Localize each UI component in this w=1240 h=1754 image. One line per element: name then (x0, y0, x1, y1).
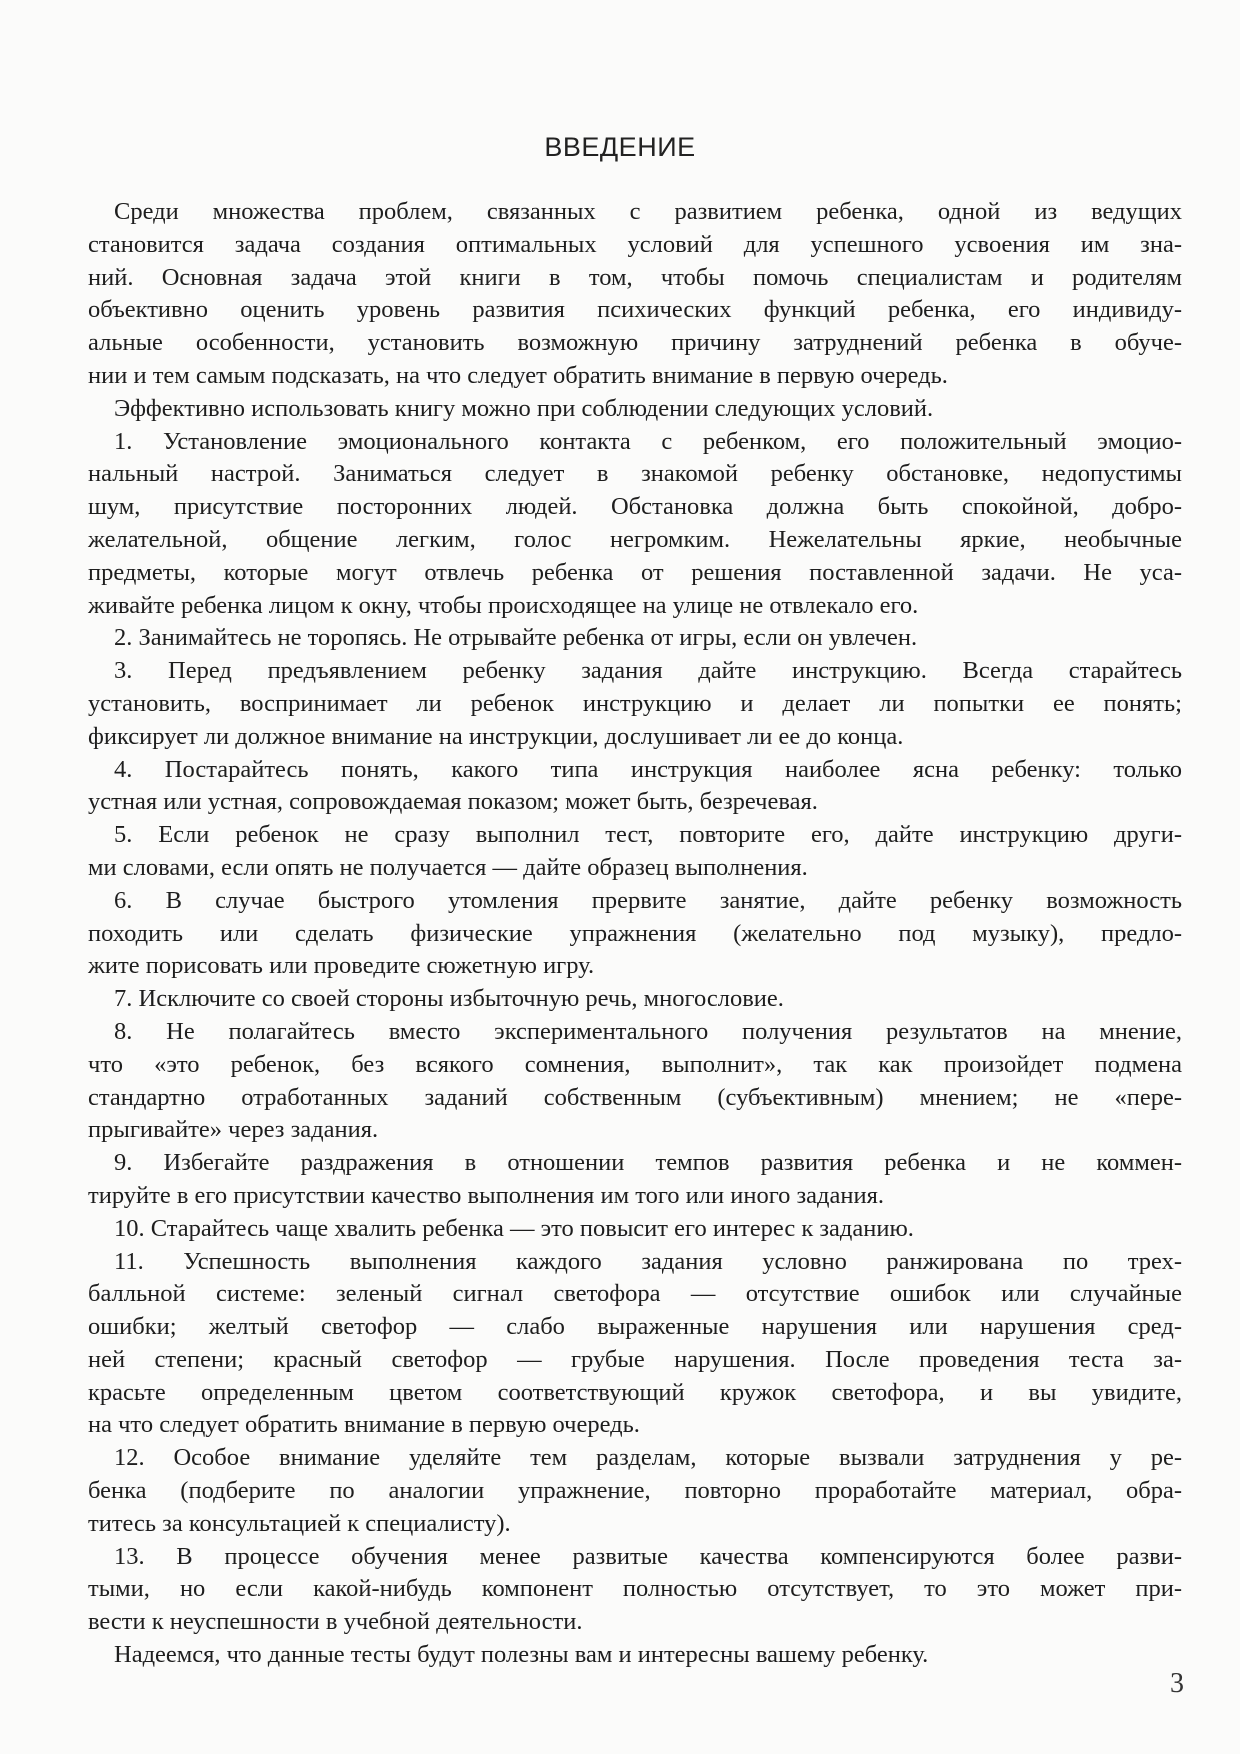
paragraph (88, 1016, 1182, 1147)
text-line: вести к неуспешности в учебной деятельности. (88, 1608, 583, 1636)
text-line: 7. Исключите со своей стороны избыточную речь, многословие. (114, 985, 784, 1013)
paragraph (88, 885, 1182, 983)
paragraph (88, 393, 1182, 426)
paragraph (88, 655, 1182, 753)
text-line: Надеемся, что данные тесты будут полезны вам и интересны вашему ребенку. (114, 1641, 929, 1669)
paragraph (88, 1639, 1182, 1672)
text-line: 9. Избегайте раздражения в отношении темпов развития ребенка и не коммен- (114, 1149, 1182, 1177)
paragraph (88, 1213, 1182, 1246)
text-line: ошибки; желтый светофор — слабо выраженные нарушения или нарушения сред- (88, 1313, 1182, 1341)
text-line: 8. Не полагайтесь вместо экспериментального получения результатов на мнение, (114, 1017, 1182, 1045)
paragraph (88, 1442, 1182, 1540)
text-line: 11. Успешность выполнения каждого задания условно ранжирована по трех- (114, 1247, 1182, 1275)
text-line: жите порисовать или проведите сюжетную игру. (88, 952, 595, 980)
text-line: тыми, но если какой-нибудь компонент полностью отсутствует, то это может при- (88, 1575, 1182, 1603)
text-line: Среди множества проблем, связанных с развитием ребенка, одной из ведущих (114, 198, 1182, 225)
text-line: нальный настрой. Заниматься следует в знакомой ребенку обстановке, недопустимы (88, 460, 1182, 488)
paragraph (88, 196, 1182, 393)
text-line: прыгивайте» через задания. (88, 1116, 379, 1144)
paragraph (88, 754, 1182, 820)
paragraph (88, 1541, 1182, 1639)
text-line: предметы, которые могут отвлечь ребенка от решения поставленной задачи. Не уса- (88, 558, 1182, 586)
text-line: 4. Постарайтесь понять, какого типа инструкция наиболее ясна ребенку: только (114, 755, 1182, 783)
page-number: 3 (1170, 1668, 1184, 1699)
text-line: на что следует обратить внимание в первую очередь. (88, 1411, 640, 1439)
text-line: тируйте в его присутствии качество выполнения им того или иного задания. (88, 1181, 885, 1209)
body-text (88, 196, 1182, 1672)
paragraph (88, 622, 1182, 655)
text-line: нии и тем самым подсказать, на что следует обратить внимание в первую очередь. (88, 361, 948, 389)
paragraph (88, 426, 1182, 623)
text-line: 13. В процессе обучения менее развитые качества компенсируются более разви- (114, 1542, 1182, 1570)
text-line: стандартно отработанных заданий собственным (субъективным) мнением; не «пере- (88, 1083, 1182, 1111)
text-line: что «это ребенок, без всякого сомнения, выполнит», так как произойдет подмена (88, 1050, 1182, 1078)
text-line: ний. Основная задача этой книги в том, чтобы помочь специалистам и родителям (88, 263, 1182, 291)
text-line: походить или сделать физические упражнения (желательно под музыку), предло- (88, 919, 1182, 947)
text-line: 5. Если ребенок не сразу выполнил тест, повторите его, дайте инструкцию други- (114, 821, 1182, 849)
text-line: красьте определенным цветом соответствующий кружок светофора, и вы увидите, (88, 1378, 1182, 1406)
text-line: 6. В случае быстрого утомления прервите занятие, дайте ребенку возможность (114, 886, 1182, 914)
text-line: фиксирует ли должное внимание на инструкции, дослушивает ли ее до конца. (88, 722, 904, 750)
text-line: 2. Занимайтесь не торопясь. Не отрывайте ребенка от игры, если он увлечен. (114, 624, 918, 652)
text-line: бенка (подберите по аналогии упражнение, повторно проработайте материал, обра- (88, 1477, 1182, 1505)
text-line: ней степени; красный светофор — грубые нарушения. После проведения теста за- (88, 1345, 1182, 1373)
paragraph (88, 983, 1182, 1016)
text-line: шум, присутствие посторонних людей. Обстановка должна быть спокойной, добро- (88, 493, 1182, 521)
text-line: объективно оценить уровень развития психических функций ребенка, его индивиду- (88, 296, 1182, 324)
text-line: 3. Перед предъявлением ребенку задания дайте инструкцию. Всегда старайтесь (114, 657, 1182, 685)
text-line: Эффективно использовать книгу можно при соблюдении следующих условий. (114, 394, 934, 422)
text-line: живайте ребенка лицом к окну, чтобы происходящее на улице не отвлекало его. (88, 591, 919, 619)
page-title: ВВЕДЕНИЕ (544, 132, 696, 162)
paragraph (88, 819, 1182, 885)
text-line: ми словами, если опять не получается — дайте образец выполнения. (88, 853, 808, 881)
text-line: становится задача создания оптимальных условий для успешного усвоения им зна- (88, 230, 1182, 258)
paragraph (88, 1246, 1182, 1443)
text-line: установить, воспринимает ли ребенок инструкцию и делает ли попытки ее понять; (88, 689, 1182, 717)
text-line: 1. Установление эмоционального контакта с ребенком, его положительный эмоцио- (114, 427, 1182, 455)
text-line: 10. Старайтесь чаще хвалить ребенка — это повысит его интерес к заданию. (114, 1214, 914, 1242)
paragraph (88, 1147, 1182, 1213)
text-line: балльной системе: зеленый сигнал светофора — отсутствие ошибок или случайные (88, 1280, 1182, 1308)
text-line: 12. Особое внимание уделяйте тем разделам, которые вызвали затруднения у ре- (114, 1444, 1182, 1472)
text-line: желательной, общение легким, голос негромким. Нежелательны яркие, необычные (88, 525, 1182, 553)
text-line: титесь за консультацией к специалисту). (88, 1509, 511, 1537)
text-line: устная или устная, сопровождаемая показом; может быть, безречевая. (88, 788, 818, 816)
text-line: альные особенности, установить возможную причину затруднений ребенка в обуче- (88, 329, 1182, 357)
